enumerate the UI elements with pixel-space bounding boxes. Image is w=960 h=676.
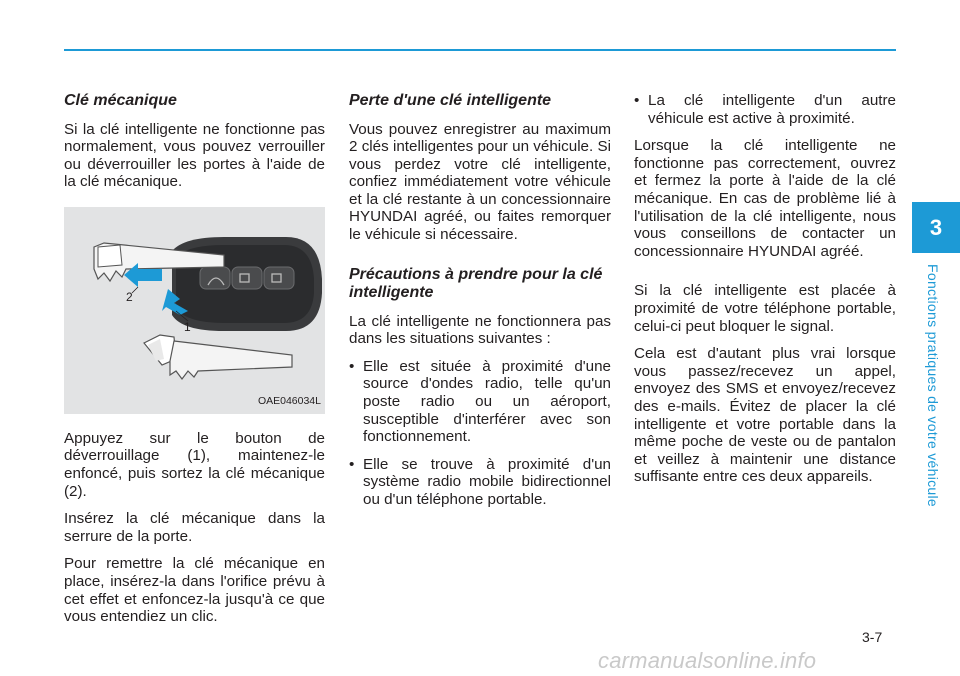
chapter-title: Fonctions pratiques de votre véhicule [925,264,941,508]
watermark: carmanualsonline.info [598,648,817,673]
page-number: 3-7 [862,629,883,645]
heading-mechanical-key: Clé mécanique [64,92,177,109]
paragraph: Insérez la clé mécanique dans la serrure de la porte. [64,510,325,545]
list-item: • Elle se trouve à proximité d'un système radio mobile bidirectionnel ou d'un téléphone portable. [349,456,611,509]
figure-caption: OAE046034L [257,395,321,408]
paragraph: Appuyez sur le bouton de déverrouillage (1), maintenez-le enfoncé, puis sortez la clé mécanique (2). [64,429,325,500]
callout-2: 2 [126,289,133,304]
header-rule [64,49,896,51]
bullet-list [349,358,611,509]
mechanical-key-standalone [144,335,292,379]
paragraph: La clé intelligente ne fonctionnera pas dans les situations suivantes : [349,312,611,348]
list-item: • Elle est située à proximité d'une source d'ondes radio, telle qu'un poste radio ou un aéroport, susceptible d'interférer avec son fonctionnement. [349,358,611,446]
bullet-list [634,92,896,127]
heading-lost-key: Perte d'une clé intelligente [349,92,552,109]
paragraph: Si la clé intelligente ne fonctionne pas normalement, vous pouvez verrouiller ou déverrouiller les portes à l'aide de la clé mécanique. [64,120,325,191]
key-illustration [64,207,325,414]
column-2 [349,92,611,519]
heading-precautions: Précautions à prendre pour la clé intelligente [349,265,603,302]
column-1 [64,92,325,636]
smart-key-drawing [64,207,325,414]
paragraph: Vous pouvez enregistrer au maximum 2 clés intelligentes pour un véhicule. Si vous perdez votre clé intelligente, confiez immédiatement votre véhicule et la clé restante à un concessionnaire HYUNDAI agréé, ou faites remorquer le véhicule si nécessaire. [349,120,611,244]
chapter-tab: 3 [912,202,960,253]
list-item: • La clé intelligente d'un autre véhicule est active à proximité. [634,92,896,127]
callout-1: 1 [184,319,191,334]
paragraph: Pour remettre la clé mécanique en place, insérez-la dans l'orifice prévu à cet effet et enfoncez-la jusqu'à ce que vous entendiez un clic. [64,555,325,626]
column-3 [634,92,896,496]
paragraph: Cela est d'autant plus vrai lorsque vous passez/recevez un appel, envoyez des SMS et envoyez/recevez des e-mails. Évitez de placer la clé intelligente et votre portable dans la même poche de veste ou de pantalon et veillez à maintenir une distance suffisante entre ces deux appareils. [634,345,896,486]
key-fob [172,237,322,331]
paragraph: Si la clé intelligente est placée à proximité de votre téléphone portable, celui-ci peut bloquer le signal. [634,282,896,335]
paragraph: Lorsque la clé intelligente ne fonctionne pas correctement, ouvrez et fermez la porte à l'aide de la clé mécanique. En cas de problème lié à l'utilisation de la clé intelligente, nous vous conseillons de contacter un concessionnaire HYUNDAI agréé. [634,137,896,260]
